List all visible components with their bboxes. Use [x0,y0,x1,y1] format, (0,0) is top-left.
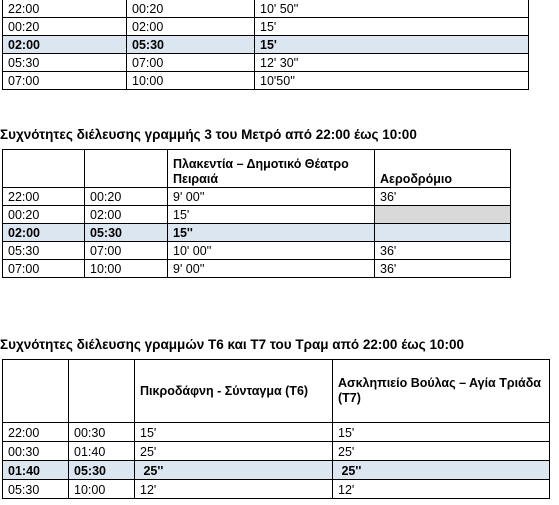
frequency-cell: 15' [135,423,333,442]
end-time-cell: 00:20 [85,188,168,206]
frequency-cell: 25'' [333,461,550,480]
frequency-cell: 25'' [135,461,333,480]
table-header-row [3,150,511,188]
table-row-highlighted [3,36,529,54]
frequency-cell: 10' 50'' [255,0,529,18]
start-time-cell: 00:20 [3,206,85,224]
start-time-cell: 05:30 [3,480,69,499]
table-row [3,206,511,224]
table-header-row [3,360,550,423]
start-time-cell: 22:00 [3,188,85,206]
table-row [3,0,529,18]
end-time-cell: 10:00 [69,480,135,499]
frequency-cell: 36' [375,188,511,206]
frequency-cell: 12' [333,480,550,499]
header-plakentia-piraeus: Πλακεντία – Δημοτικό Θέατρο Πειραιά [168,150,375,188]
frequency-cell: 15' [333,423,550,442]
tram-section-heading: Συχνότητες διέλευσης γραμμών Τ6 και Τ7 του Τραμ από 22:00 έως 10:00 [0,337,464,352]
start-time-cell: 02:00 [3,224,85,242]
end-time-cell: 05:30 [85,224,168,242]
table-row [3,54,529,72]
table-row [3,442,550,461]
end-time-cell: 10:00 [127,72,255,90]
header-empty-cell [69,360,135,423]
start-time-cell: 00:20 [3,18,127,36]
start-time-cell: 07:00 [3,72,127,90]
table-row [3,260,511,278]
header-airport: Αεροδρόμιο [375,150,511,188]
end-time-cell: 05:30 [127,36,255,54]
frequency-cell: 15'' [168,224,375,242]
end-time-cell: 10:00 [85,260,168,278]
end-time-cell: 07:00 [85,242,168,260]
end-time-cell: 07:00 [127,54,255,72]
start-time-cell: 22:00 [3,423,69,442]
no-service-cell [375,206,511,224]
frequency-cell: 25' [135,442,333,461]
frequency-cell: 12' 30'' [255,54,529,72]
no-service-cell [375,224,511,242]
start-time-cell: 07:00 [3,260,85,278]
start-time-cell: 05:30 [3,54,127,72]
frequency-cell: 15' [168,206,375,224]
metro-line3-frequency-table [2,149,511,278]
start-time-cell: 00:30 [3,442,69,461]
end-time-cell: 02:00 [85,206,168,224]
frequency-cell: 10' 00'' [168,242,375,260]
table-row-highlighted [3,461,550,480]
header-empty-cell [3,360,69,423]
frequency-cell: 25' [333,442,550,461]
end-time-cell: 01:40 [69,442,135,461]
end-time-cell: 00:20 [127,0,255,18]
table-row [3,242,511,260]
table-row [3,480,550,499]
frequency-cell: 9' 00'' [168,260,375,278]
table-row-highlighted [3,224,511,242]
start-time-cell: 01:40 [3,461,69,480]
end-time-cell: 05:30 [69,461,135,480]
frequency-cell: 36' [375,260,511,278]
frequency-cell: 12' [135,480,333,499]
start-time-cell: 02:00 [3,36,127,54]
start-time-cell: 05:30 [3,242,85,260]
metro-section-heading: Συχνότητες διέλευσης γραμμής 3 του Μετρό από 22:00 έως 10:00 [0,127,417,142]
header-t7-asklipieio-agia-triada: Ασκληπιείο Βούλας – Αγία Τριάδα (Τ7) [333,360,550,423]
header-t6-pikrodafni-syntagma: Πικροδάφνη - Σύνταγμα (Τ6) [135,360,333,423]
end-time-cell: 00:30 [69,423,135,442]
frequency-cell: 10'50'' [255,72,529,90]
frequency-cell: 15' [255,36,529,54]
end-time-cell: 02:00 [127,18,255,36]
tram-t6-t7-frequency-table [2,359,550,499]
table-row [3,72,529,90]
table-row [3,423,550,442]
frequency-cell: 36' [375,242,511,260]
night-frequency-table-top [2,0,529,90]
header-empty-cell [3,150,85,188]
header-empty-cell [85,150,168,188]
frequency-cell: 9' 00'' [168,188,375,206]
table-row [3,18,529,36]
table-row [3,188,511,206]
start-time-cell: 22:00 [3,0,127,18]
frequency-cell: 15' [255,18,529,36]
